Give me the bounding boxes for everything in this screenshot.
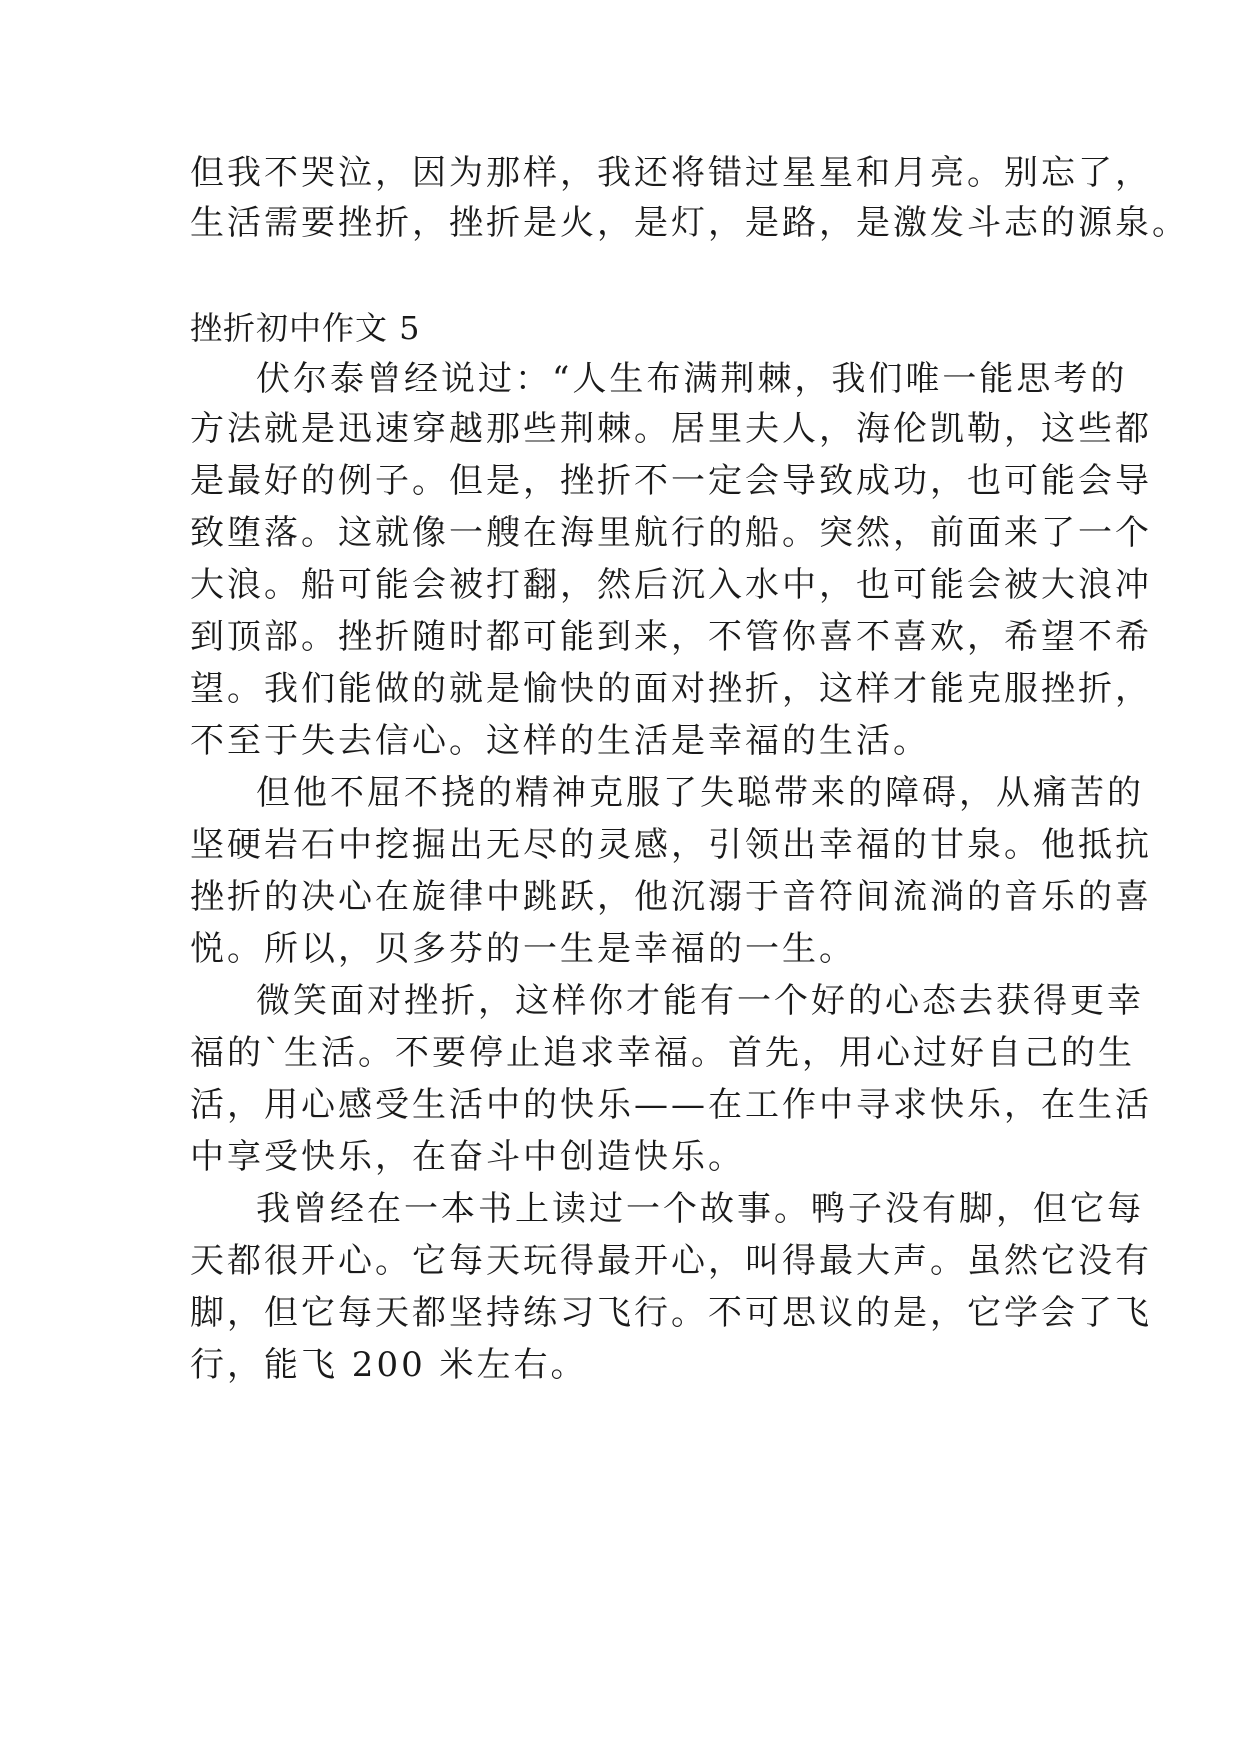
text-line: 但他不屈不挠的精神克服了失聪带来的障碍，从痛苦的 [256,773,1144,813]
text-line: 挫折的决心在旋律中跳跃，他沉溺于音符间流淌的音乐的喜 [190,877,1152,917]
text-line: 方法就是迅速穿越那些荆棘。居里夫人，海伦凯勒，这些都 [190,409,1152,449]
text-line: 望。我们能做的就是愉快的面对挫折，这样才能克服挫折， [190,669,1152,709]
section-title: 挫折初中作文 5 [190,309,421,347]
text-line: 生活需要挫折，挫折是火，是灯，是路，是激发斗志的源泉。 [190,203,1189,243]
text-line: 是最好的例子。但是，挫折不一定会导致成功，也可能会导 [190,461,1152,501]
text-line: 中享受快乐，在奋斗中创造快乐。 [190,1137,745,1177]
text-line: 福的`生活。不要停止追求幸福。首先，用心过好自己的生 [190,1033,1135,1073]
text-line: 但我不哭泣，因为那样，我还将错过星星和月亮。别忘了， [190,153,1152,193]
text-line: 大浪。船可能会被打翻，然后沉入水中，也可能会被大浪冲 [190,565,1152,605]
text-line: 坚硬岩石中挖掘出无尽的灵感，引领出幸福的甘泉。他抵抗 [190,825,1152,865]
text-line: 我曾经在一本书上读过一个故事。鸭子没有脚，但它每 [256,1189,1144,1229]
text-line: 悦。所以，贝多芬的一生是幸福的一生。 [190,929,856,969]
text-line: 天都很开心。它每天玩得最开心，叫得最大声。虽然它没有 [190,1241,1152,1281]
text-line: 行，能飞 200 米左右。 [190,1345,588,1385]
text-line: 脚，但它每天都坚持练习飞行。不可思议的是，它学会了飞 [190,1293,1152,1333]
text-line: 微笑面对挫折，这样你才能有一个好的心态去获得更幸 [256,981,1144,1021]
text-line: 活，用心感受生活中的快乐——在工作中寻求快乐，在生活 [190,1085,1152,1125]
text-line: 致堕落。这就像一艘在海里航行的船。突然，前面来了一个 [190,513,1152,553]
text-line: 不至于失去信心。这样的生活是幸福的生活。 [190,721,930,761]
text-line: 伏尔泰曾经说过：“人生布满荆棘，我们唯一能思考的 [256,359,1128,399]
text-line: 到顶部。挫折随时都可能到来，不管你喜不喜欢，希望不希 [190,617,1152,657]
